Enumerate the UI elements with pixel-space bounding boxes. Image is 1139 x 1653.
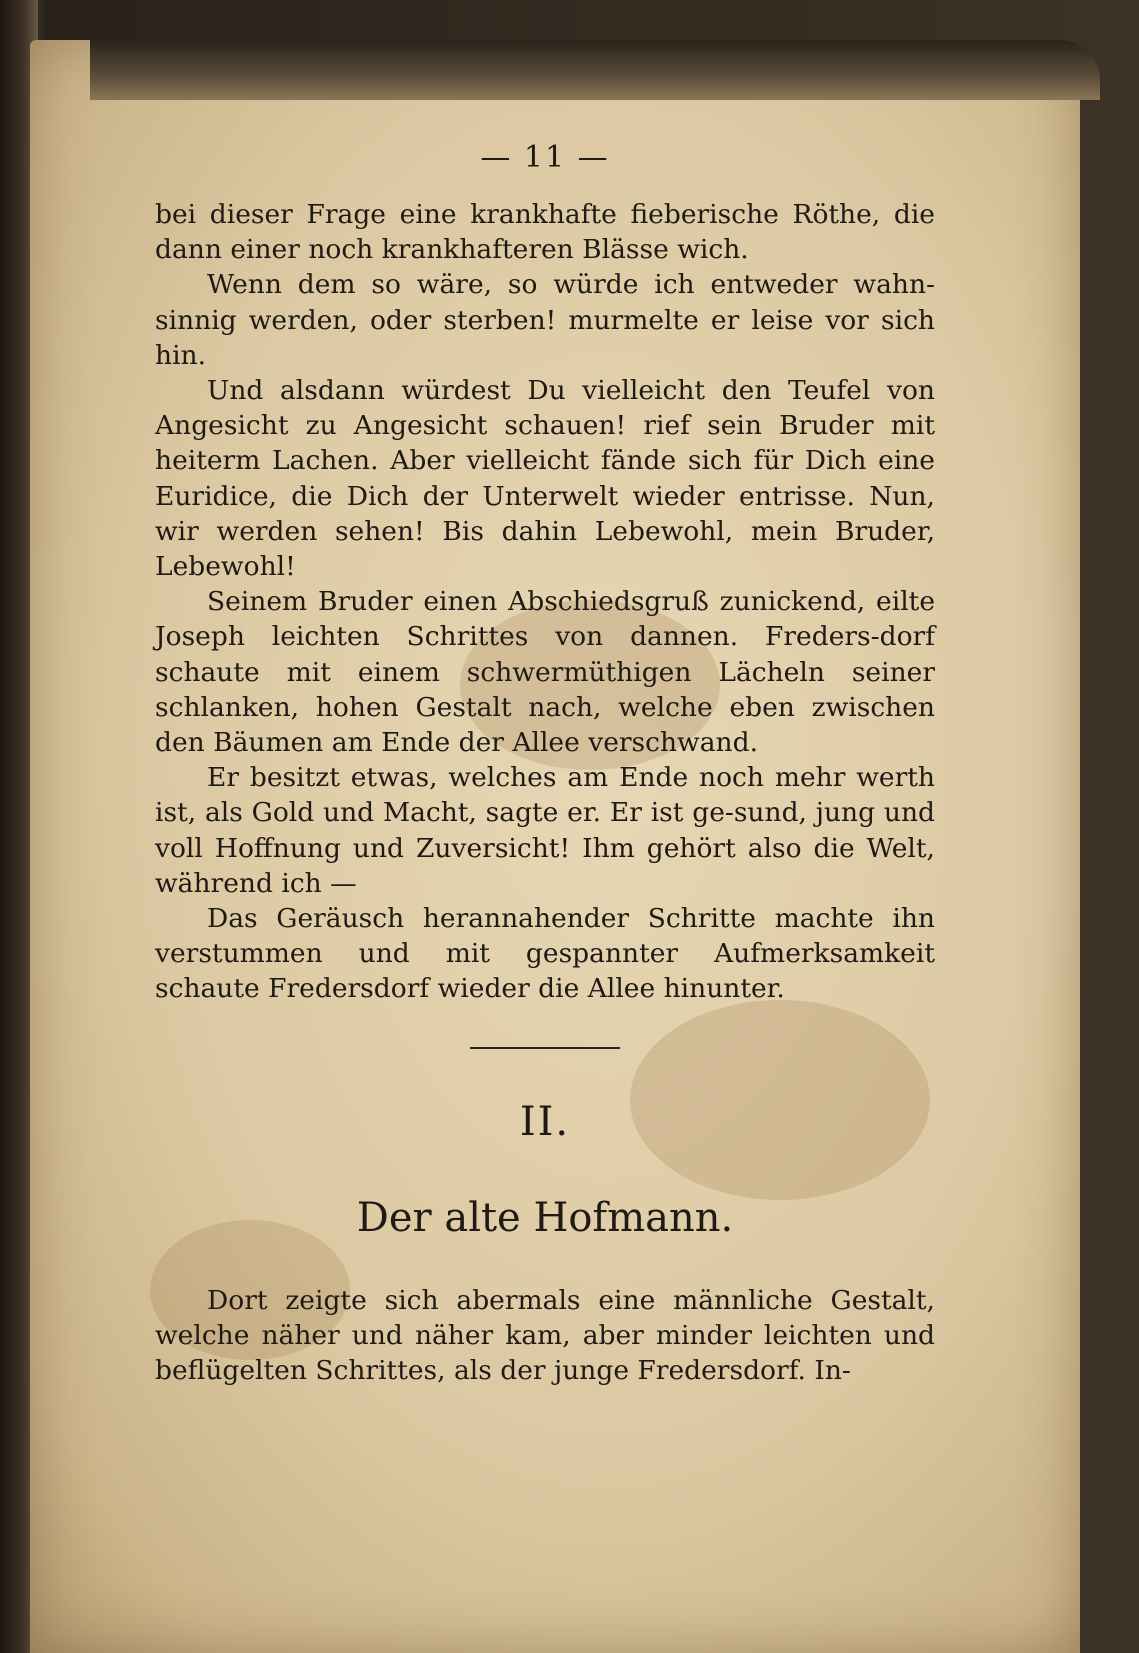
paragraph: Wenn dem so wäre, so würde ich entweder wahn-sinnig werden, oder sterben! murmelte er leise vor sich hin.: [155, 269, 935, 371]
chapter-title: Der alte Hofmann.: [356, 1194, 734, 1241]
page-content: [155, 140, 935, 1388]
section-divider: [470, 1047, 620, 1049]
paragraph: Und alsdann würdest Du vielleicht den Teufel von Angesicht zu Angesicht schauen! rief sein Bruder mit heiterm Lachen. Aber vielleicht fände sich für Dich eine Euridice, die Dich der Unterwelt wieder entrisse. Nun, wir werden sehen! Bis dahin Lebewohl, mein Bruder, Lebewohl!: [155, 375, 935, 583]
paragraph: Er besitzt etwas, welches am Ende noch mehr werth ist, als Gold und Macht, sagte er. Er ist ge-sund, jung und voll Hoffnung und Zuversicht! Ihm gehört also die Welt, während ich —: [155, 762, 935, 899]
chapter-number: II.: [519, 1098, 571, 1145]
page-number: — 11 —: [480, 140, 610, 175]
paragraph: Seinem Bruder einen Abschiedsgruß zunickend, eilte Joseph leichten Schrittes von dannen. Freders-dorf schaute mit einem schwermüthigen Lächeln seiner schlanken, hohen Gestalt nach, welche eben zwischen den Bäumen am Ende der Allee verschwand.: [155, 586, 935, 759]
paragraph: bei dieser Frage eine krankhafte fieberische Röthe, die dann einer noch krankhafteren Blässe wich.: [155, 199, 935, 266]
chapter-opening-paragraph: Dort zeigte sich abermals eine männliche Gestalt, welche näher und näher kam, aber minder leichten und beflügelten Schrittes, als der junge Fredersdorf. In-: [155, 1284, 935, 1387]
paragraph: Das Geräusch herannahender Schritte machte ihn verstummen und mit gespannter Aufmerksamkeit schaute Fredersdorf wieder die Allee hinunter.: [155, 903, 935, 1005]
page-top-edge: [90, 40, 1100, 100]
